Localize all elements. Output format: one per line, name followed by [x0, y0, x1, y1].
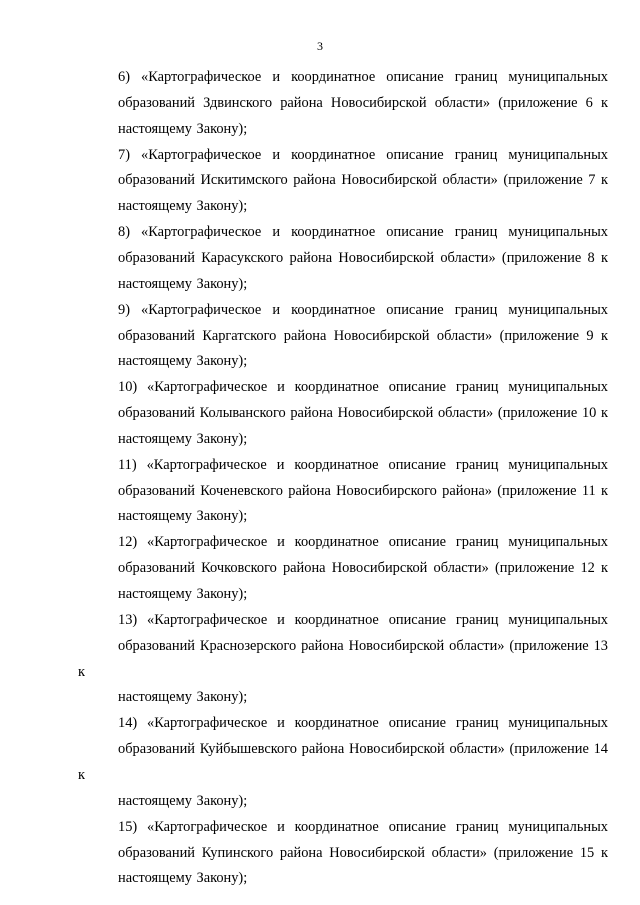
- list-item-line: образований Краснозерского района Новосибирской области» (приложение 13 к: [78, 637, 608, 680]
- list-item: [78, 298, 608, 375]
- list-item-line: настоящему Закону);: [118, 508, 248, 525]
- list-item-line: настоящему Закону);: [118, 586, 248, 603]
- list-item-line: образований Колыванского района Новосибирской области» (приложение 10 к: [118, 405, 608, 422]
- list-item-line: 10) «Картографическое и координатное описание границ муниципальных: [118, 379, 608, 396]
- list-item-line: 9) «Картографическое и координатное описание границ муниципальных: [118, 301, 608, 318]
- list-item: [78, 65, 608, 142]
- list-item-line: образований Искитимского района Новосибирской области» (приложение 7 к: [118, 172, 608, 189]
- list-item: [78, 711, 608, 814]
- list-item-line: 7) «Картографическое и координатное описание границ муниципальных: [118, 146, 608, 163]
- list-item: [78, 608, 608, 711]
- list-item-line: настоящему Закону);: [118, 198, 248, 215]
- list-item-line: 6) «Картографическое и координатное описание границ муниципальных: [118, 69, 608, 85]
- list-item-line: 11) «Картографическое и координатное описание границ муниципальных: [118, 456, 608, 473]
- list-item-line: образований Коченевского района Новосибирского района» (приложение 11 к: [118, 482, 608, 499]
- list-item-line: настоящему Закону);: [118, 689, 248, 706]
- list-item-line: образований Здвинского района Новосибирской области» (приложение 6 к: [118, 94, 608, 111]
- list-item: [78, 530, 608, 607]
- list-item-line: настоящему Закону);: [118, 120, 248, 137]
- list-item-line: настоящему Закону);: [118, 430, 248, 447]
- page-number: 3: [317, 39, 323, 53]
- list-item-line: образований Карасукского района Новосибирской области» (приложение 8 к: [118, 249, 608, 266]
- list-item-line: образований Каргатского района Новосибирской области» (приложение 9 к: [118, 327, 608, 344]
- list-item-line: образований Куйбышевского района Новосибирской области» (приложение 14 к: [78, 741, 608, 784]
- list-item-line: настоящему Закону);: [118, 353, 248, 370]
- list-item: [78, 375, 608, 452]
- list-item-line: 8) «Картографическое и координатное описание границ муниципальных: [118, 224, 608, 241]
- list-item-line: настоящему Закону);: [118, 792, 248, 809]
- list-item-line: 13) «Картографическое и координатное описание границ муниципальных: [118, 612, 608, 629]
- list-item-line: образований Купинского района Новосибирской области» (приложение 15 к: [118, 844, 608, 861]
- list-item-line: 15) «Картографическое и координатное описание границ муниципальных: [118, 818, 608, 835]
- list-item: [78, 453, 608, 530]
- list-item-line: образований Кочковского района Новосибирской области» (приложение 12 к: [118, 560, 608, 577]
- list-item-line: настоящему Закону);: [118, 275, 248, 292]
- list-item: [78, 220, 608, 297]
- list-item: [78, 815, 608, 892]
- list-item-line: 14) «Картографическое и координатное описание границ муниципальных: [118, 715, 608, 732]
- list-item: [78, 143, 608, 220]
- list-item-line: 12) «Картографическое и координатное описание границ муниципальных: [118, 534, 608, 551]
- document-body: [78, 65, 608, 892]
- list-item-line: настоящему Закону);: [118, 870, 248, 887]
